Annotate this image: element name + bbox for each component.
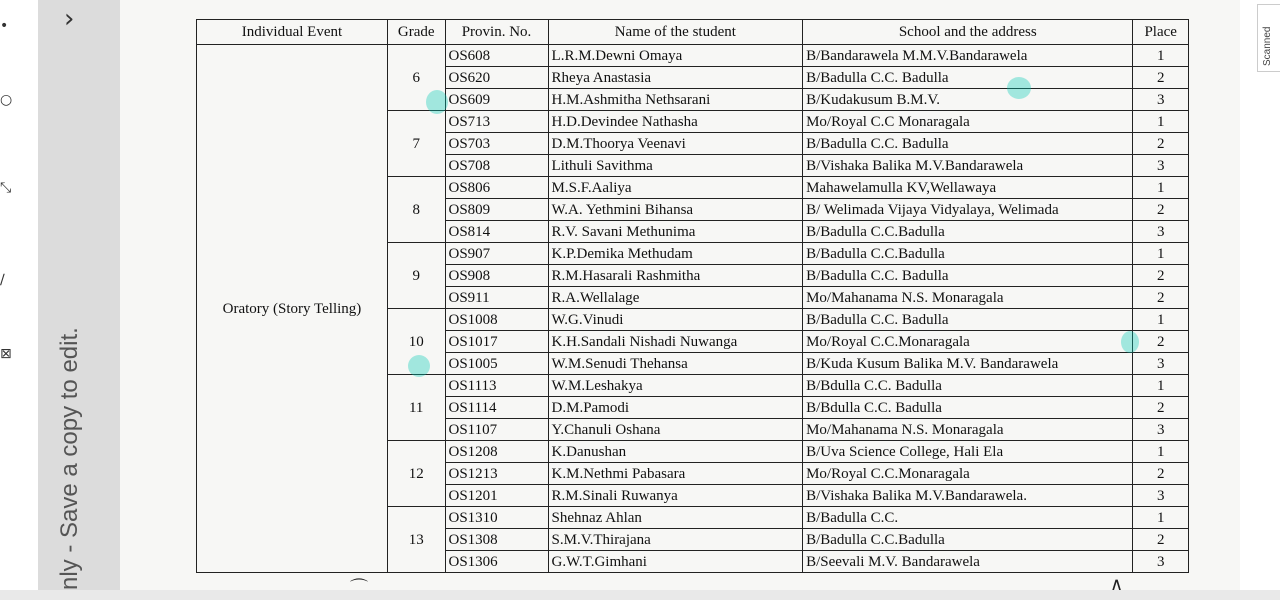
provin-cell: OS908 <box>445 265 548 287</box>
tray-icon[interactable]: ⊠ <box>0 346 12 362</box>
school-cell: B/Seevali M.V. Bandarawela <box>803 551 1133 573</box>
place-cell: 2 <box>1133 199 1189 221</box>
place-cell: 3 <box>1133 353 1189 375</box>
grade-cell: 8 <box>387 177 445 243</box>
provin-cell: OS1213 <box>445 463 548 485</box>
school-cell: B/Bdulla C.C. Badulla <box>803 397 1133 419</box>
provin-cell: OS1310 <box>445 507 548 529</box>
school-cell: Mo/Mahanama N.S. Monaragala <box>803 287 1133 309</box>
highlight-mark <box>408 355 430 377</box>
provin-cell: OS806 <box>445 177 548 199</box>
name-cell: K.P.Demika Methudam <box>548 243 803 265</box>
header-grade: Grade <box>387 20 445 45</box>
school-cell: B/Kuda Kusum Balika M.V. Bandarawela <box>803 353 1133 375</box>
handwritten-mark: ⌒ <box>350 578 368 598</box>
provin-cell: OS1201 <box>445 485 548 507</box>
name-cell: W.A. Yethmini Bihansa <box>548 199 803 221</box>
name-cell: W.M.Senudi Thehansa <box>548 353 803 375</box>
name-cell: Rheya Anastasia <box>548 67 803 89</box>
name-cell: R.A.Wellalage <box>548 287 803 309</box>
provin-cell: OS1017 <box>445 331 548 353</box>
school-cell: B/Bandarawela M.M.V.Bandarawela <box>803 45 1133 67</box>
provin-cell: OS1308 <box>445 529 548 551</box>
place-cell: 2 <box>1133 265 1189 287</box>
pen-icon[interactable]: ∕ <box>0 272 5 288</box>
school-cell: Mo/Royal C.C.Monaragala <box>803 331 1133 353</box>
header-provin: Provin. No. <box>445 20 548 45</box>
header-school: School and the address <box>803 20 1133 45</box>
highlight-mark <box>1121 331 1139 353</box>
table-body <box>197 45 1189 573</box>
provin-cell: OS708 <box>445 155 548 177</box>
school-cell: B/Badulla C.C. <box>803 507 1133 529</box>
school-cell: B/Vishaka Balika M.V.Bandarawela <box>803 155 1133 177</box>
provin-cell: OS608 <box>445 45 548 67</box>
provin-cell: OS1113 <box>445 375 548 397</box>
name-cell: S.M.V.Thirajana <box>548 529 803 551</box>
place-cell: 1 <box>1133 507 1189 529</box>
highlight-mark <box>426 90 448 114</box>
provin-cell: OS1208 <box>445 441 548 463</box>
circle-icon[interactable]: ○ <box>0 92 13 108</box>
school-cell: B/Uva Science College, Hali Ela <box>803 441 1133 463</box>
place-cell: 2 <box>1133 133 1189 155</box>
place-cell: 3 <box>1133 551 1189 573</box>
highlight-mark <box>1007 77 1031 99</box>
provin-cell: OS911 <box>445 287 548 309</box>
table-row <box>197 45 1189 67</box>
school-cell: Mo/Mahanama N.S. Monaragala <box>803 419 1133 441</box>
provin-cell: OS609 <box>445 89 548 111</box>
place-cell: 2 <box>1133 331 1189 353</box>
place-cell: 2 <box>1133 529 1189 551</box>
provin-cell: OS814 <box>445 221 548 243</box>
school-cell: B/Kudakusum B.M.V. <box>803 89 1133 111</box>
place-cell: 1 <box>1133 375 1189 397</box>
school-cell: B/Vishaka Balika M.V.Bandarawela. <box>803 485 1133 507</box>
name-cell: R.M.Hasarali Rashmitha <box>548 265 803 287</box>
school-cell: B/ Welimada Vijaya Vidyalaya, Welimada <box>803 199 1133 221</box>
place-cell: 2 <box>1133 67 1189 89</box>
place-cell: 1 <box>1133 309 1189 331</box>
provin-cell: OS1008 <box>445 309 548 331</box>
name-cell: G.W.T.Gimhani <box>548 551 803 573</box>
name-cell: H.M.Ashmitha Nethsarani <box>548 89 803 111</box>
school-cell: Mo/Royal C.C.Monaragala <box>803 463 1133 485</box>
chevron-right-icon[interactable]: › <box>64 4 75 34</box>
name-cell: Y.Chanuli Oshana <box>548 419 803 441</box>
place-cell: 3 <box>1133 485 1189 507</box>
provin-cell: OS1005 <box>445 353 548 375</box>
table-header-row <box>197 20 1189 45</box>
place-cell: 1 <box>1133 111 1189 133</box>
grade-cell: 6 <box>387 45 445 111</box>
school-cell: B/Badulla C.C. Badulla <box>803 265 1133 287</box>
name-cell: H.D.Devindee Nathasha <box>548 111 803 133</box>
grade-cell: 10 <box>387 309 445 375</box>
place-cell: 1 <box>1133 243 1189 265</box>
name-cell: R.M.Sinali Ruwanya <box>548 485 803 507</box>
provin-cell: OS907 <box>445 243 548 265</box>
place-cell: 3 <box>1133 419 1189 441</box>
place-cell: 3 <box>1133 155 1189 177</box>
name-cell: Shehnaz Ahlan <box>548 507 803 529</box>
header-event: Individual Event <box>197 20 388 45</box>
name-cell: M.S.F.Aaliya <box>548 177 803 199</box>
place-cell: 1 <box>1133 177 1189 199</box>
place-cell: 2 <box>1133 397 1189 419</box>
right-edge <box>1240 0 1280 590</box>
place-cell: 1 <box>1133 45 1189 67</box>
grade-cell: 12 <box>387 441 445 507</box>
place-cell: 2 <box>1133 463 1189 485</box>
provin-cell: OS1114 <box>445 397 548 419</box>
name-cell: K.H.Sandali Nishadi Nuwanga <box>548 331 803 353</box>
place-cell: 3 <box>1133 221 1189 243</box>
name-cell: W.M.Leshakya <box>548 375 803 397</box>
name-cell: Lithuli Savithma <box>548 155 803 177</box>
name-cell: R.V. Savani Methunima <box>548 221 803 243</box>
school-cell: Mahawelamulla KV,Wellawaya <box>803 177 1133 199</box>
name-cell: K.M.Nethmi Pabasara <box>548 463 803 485</box>
grade-cell: 9 <box>387 243 445 309</box>
dot-icon[interactable]: • <box>0 18 9 34</box>
left-edge-toolbar <box>0 0 38 590</box>
grade-cell: 13 <box>387 507 445 573</box>
provin-cell: OS703 <box>445 133 548 155</box>
name-cell: L.R.M.Dewni Omaya <box>548 45 803 67</box>
provin-cell: OS1306 <box>445 551 548 573</box>
provin-cell: OS809 <box>445 199 548 221</box>
school-cell: B/Badulla C.C. Badulla <box>803 133 1133 155</box>
grade-cell: 11 <box>387 375 445 441</box>
scanned-label: Scanned <box>1262 26 1273 66</box>
school-cell: B/Badulla C.C. Badulla <box>803 309 1133 331</box>
read-only-banner: nly - Save a copy to edit. <box>56 327 83 590</box>
name-cell: W.G.Vinudi <box>548 309 803 331</box>
place-cell: 1 <box>1133 441 1189 463</box>
school-cell: Mo/Royal C.C Monaragala <box>803 111 1133 133</box>
expand-icon[interactable]: ⤡ <box>0 180 12 196</box>
provin-cell: OS1107 <box>445 419 548 441</box>
school-cell: B/Bdulla C.C. Badulla <box>803 375 1133 397</box>
place-cell: 2 <box>1133 287 1189 309</box>
school-cell: B/Badulla C.C.Badulla <box>803 243 1133 265</box>
header-name: Name of the student <box>548 20 803 45</box>
school-cell: B/Badulla C.C. Badulla <box>803 67 1133 89</box>
grade-cell: 7 <box>387 111 445 177</box>
school-cell: B/Badulla C.C.Badulla <box>803 221 1133 243</box>
name-cell: D.M.Pamodi <box>548 397 803 419</box>
event-cell: Oratory (Story Telling) <box>197 45 388 573</box>
results-table <box>196 19 1189 573</box>
provin-cell: OS713 <box>445 111 548 133</box>
provin-cell: OS620 <box>445 67 548 89</box>
place-cell: 3 <box>1133 89 1189 111</box>
name-cell: D.M.Thoorya Veenavi <box>548 133 803 155</box>
handwritten-mark: ∧ <box>1110 574 1124 594</box>
name-cell: K.Danushan <box>548 441 803 463</box>
school-cell: B/Badulla C.C.Badulla <box>803 529 1133 551</box>
header-place: Place <box>1133 20 1189 45</box>
